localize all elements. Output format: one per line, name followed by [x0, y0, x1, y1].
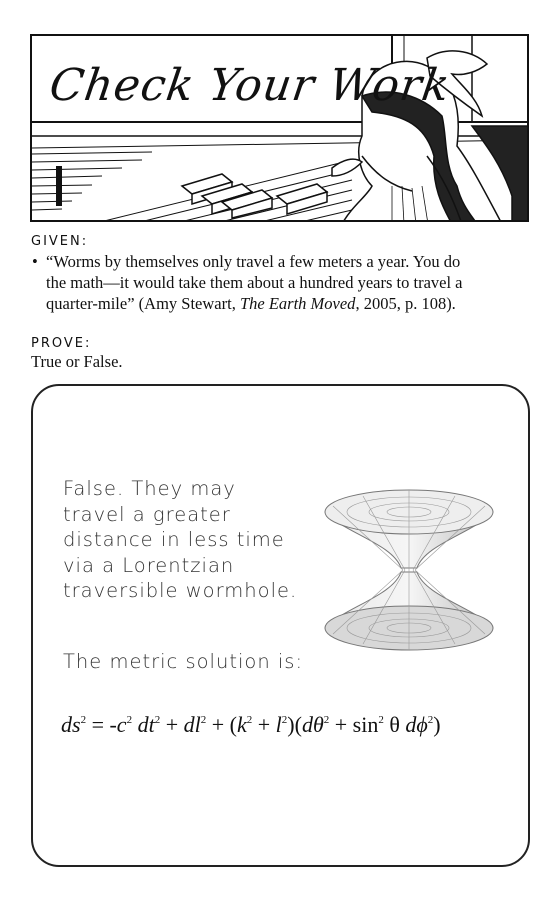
- prove-text: True or False.: [31, 352, 123, 371]
- formula-op: +: [160, 712, 184, 737]
- formula-exponent: 2: [427, 714, 434, 726]
- citation-open: (Amy Stewart,: [138, 294, 236, 313]
- header-illustration: [30, 34, 529, 222]
- page-title: Check Your Work: [46, 60, 454, 111]
- formula-exponent: 2: [323, 714, 330, 726]
- formula-op: )(: [287, 712, 302, 737]
- answer-text: [63, 476, 333, 604]
- formula-exponent: 2: [126, 714, 133, 726]
- metric-formula: [61, 712, 441, 738]
- formula-term: dt: [137, 712, 155, 737]
- given-list: [31, 251, 521, 314]
- quote-line-1: “Worms by themselves only travel a few meters a year. You do: [46, 252, 461, 271]
- formula-exponent: 2: [281, 714, 288, 726]
- answer-line: traversible wormhole.: [63, 579, 298, 602]
- quote-line-3: quarter-mile”: [46, 294, 135, 313]
- wormhole-illustration: [323, 482, 495, 658]
- answer-line: travel a greater: [63, 502, 231, 526]
- formula-op: + (: [206, 712, 237, 737]
- formula-exponent: 2: [200, 714, 207, 726]
- formula-op: +: [252, 712, 276, 737]
- answer-line: distance in less time: [63, 528, 285, 551]
- formula-exponent: 2: [80, 714, 87, 726]
- formula-term: dθ: [301, 712, 324, 737]
- metric-intro: The metric solution is:: [63, 650, 304, 673]
- formula-exponent: 2: [246, 714, 253, 726]
- formula-term: l: [275, 712, 282, 737]
- formula-exponent: 2: [378, 714, 384, 726]
- citation-book-title: The Earth Moved: [239, 294, 356, 313]
- formula-term: k: [236, 712, 247, 737]
- formula-term: dϕ: [405, 712, 428, 737]
- quote-line-2: the math—it would take them about a hundred years to travel a: [46, 273, 463, 292]
- formula-term: c: [116, 712, 127, 737]
- formula-term: ds: [61, 712, 81, 737]
- formula-term: dl: [183, 712, 201, 737]
- formula-op: ): [433, 712, 441, 737]
- answer-line: False. They may: [63, 477, 236, 500]
- formula-op: + sin: [329, 712, 379, 737]
- citation-rest: , 2005, p. 108).: [355, 294, 456, 313]
- given-label: GIVEN:: [31, 234, 89, 249]
- formula-op: = -: [86, 712, 117, 737]
- formula-term: θ: [383, 712, 406, 737]
- given-quote: [31, 251, 521, 314]
- answer-line: via a Lorentzian: [63, 553, 235, 577]
- answer-card: [31, 384, 530, 867]
- prove-label: PROVE:: [31, 336, 92, 351]
- formula-exponent: 2: [154, 714, 161, 726]
